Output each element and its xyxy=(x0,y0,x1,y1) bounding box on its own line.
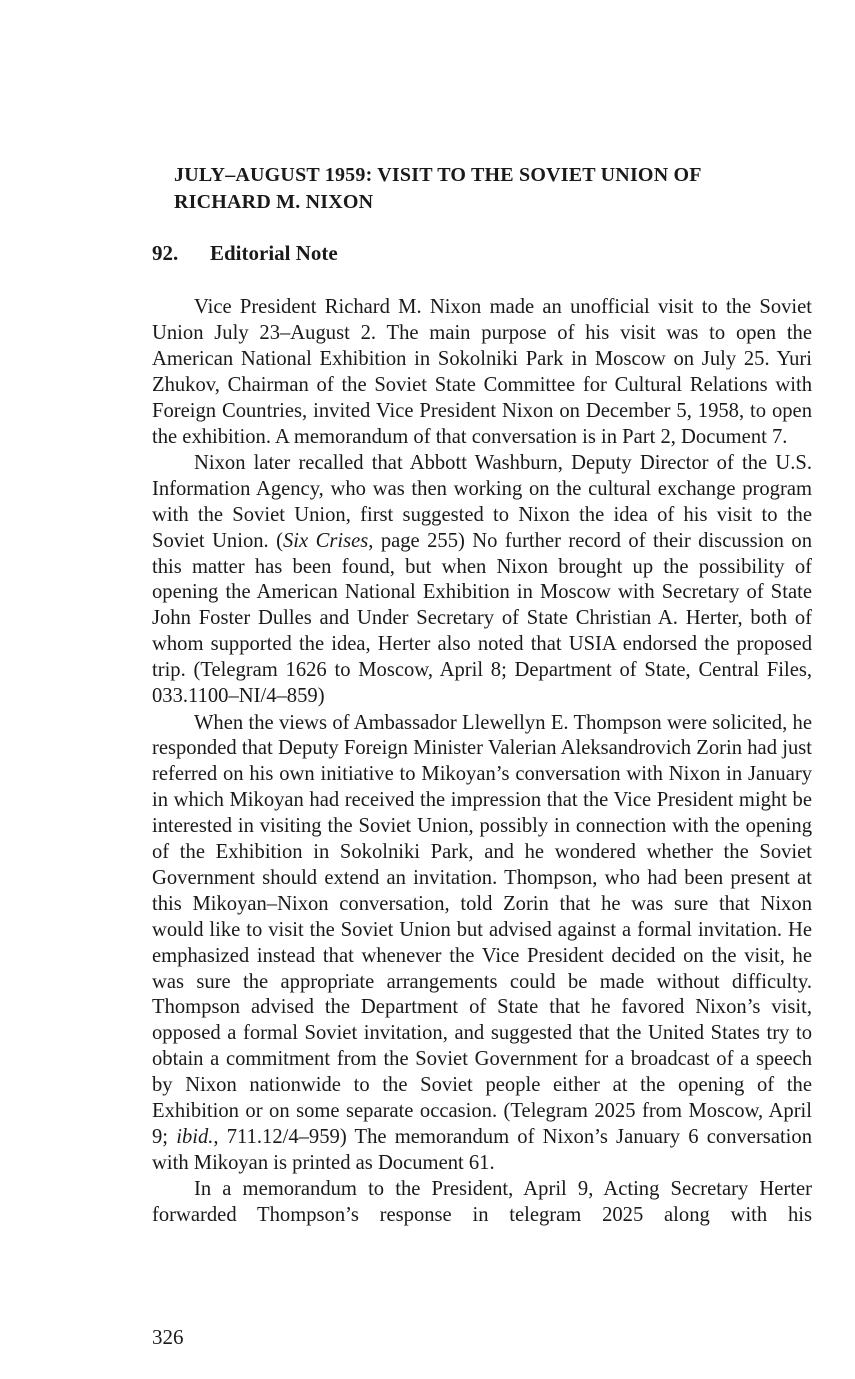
chapter-title-line-1: JULY–AUGUST 1959: VISIT TO THE SOVIET UNION OF xyxy=(174,164,702,186)
paragraph-3-text-b: , 711.12/4–959) The memorandum of Nixon’s January 6 conversation with Mikoyan is printed as Document 61. xyxy=(152,1126,812,1174)
chapter-title-line-2: RICHARD M. NIXON xyxy=(174,191,374,213)
paragraph-4: In a memorandum to the President, April 9, Acting Secretary Herter forwarded Thompson’s response in telegram 2025 along with his xyxy=(152,1178,812,1227)
paragraph-3-text-a: When the views of Ambassador Llewellyn E. Thompson were solicited, he responded that Deputy Foreign Minister Valerian Aleksandrovich Zorin had just referred on his own initiative to Mikoyan’s conversation with Nixon in January in which Mikoyan had received the impression that the Vice President might be interested in visiting the Soviet Union, possibly in connection with the opening of the Exhibition in Sokolniki Park, and he wondered whether the Soviet Government should extend an invitation. Thompson, who had been present at this Mikoyan–Nixon conversation, told Zorin that he was sure that Nixon would like to visit the Soviet Union but advised against a formal invitation. He emphasized instead that whenever the Vice President decided on the visit, he was sure the appropriate arrangements could be made without difficulty. Thompson advised the Department of State that he favored Nixon’s visit, opposed a formal Soviet invitation, and suggested that the United States try to obtain a commitment from the Soviet Government for a broadcast of a speech by Nixon nationwide to the Soviet people either at the opening of the Exhibition or on some separate occasion. (Telegram 2025 from Moscow, April 9; xyxy=(152,711,812,1148)
ibid-citation: ibid. xyxy=(176,1126,214,1148)
section-number: 92. xyxy=(152,241,179,265)
paragraph-2-text-a: Nixon later recalled that Abbott Washburn, Deputy Director of the U.S. Information Agency, who was then working on the cultural exchange program with the Soviet Union, first suggested to Nixon the idea of his visit to the Soviet Union. ( xyxy=(152,451,812,552)
book-title-six-crises: Six Crises xyxy=(283,529,369,552)
paragraph-1: Vice President Richard M. Nixon made an unofficial visit to the Soviet Union July 23–August 2. The main purpose of his visit was to open the American National Exhibition in Sokolniki Park in Moscow on July 25. Yuri Zhukov, Chairman of the Soviet State Committee for Cultural Relations with Foreign Countries, invited Vice President Nixon on December 5, 1958, to open the exhibition. A memorandum of that conversation is in Part 2, Document 7. xyxy=(152,296,812,448)
chapter-title xyxy=(174,162,794,216)
page-number: 326 xyxy=(152,1325,184,1349)
paragraph-2-text-b: , page 255) No further record of their discussion on this matter has been found, but when Nixon brought up the possibility of opening the American National Exhibition in Moscow with Secretary of State John Foster Dulles and Under Secretary of State Christian A. Herter, both of whom supported the idea, Herter also noted that USIA endorsed the proposed trip. (Telegram 1626 to Moscow, April 8; Department of State, Central Files, 033.1100–NI/4–859) xyxy=(152,529,812,708)
section-title: Editorial Note xyxy=(210,241,338,265)
body-text xyxy=(152,295,812,1229)
paragraph-2 xyxy=(152,451,812,710)
section-heading xyxy=(152,239,338,267)
paragraph-3 xyxy=(152,711,812,1177)
